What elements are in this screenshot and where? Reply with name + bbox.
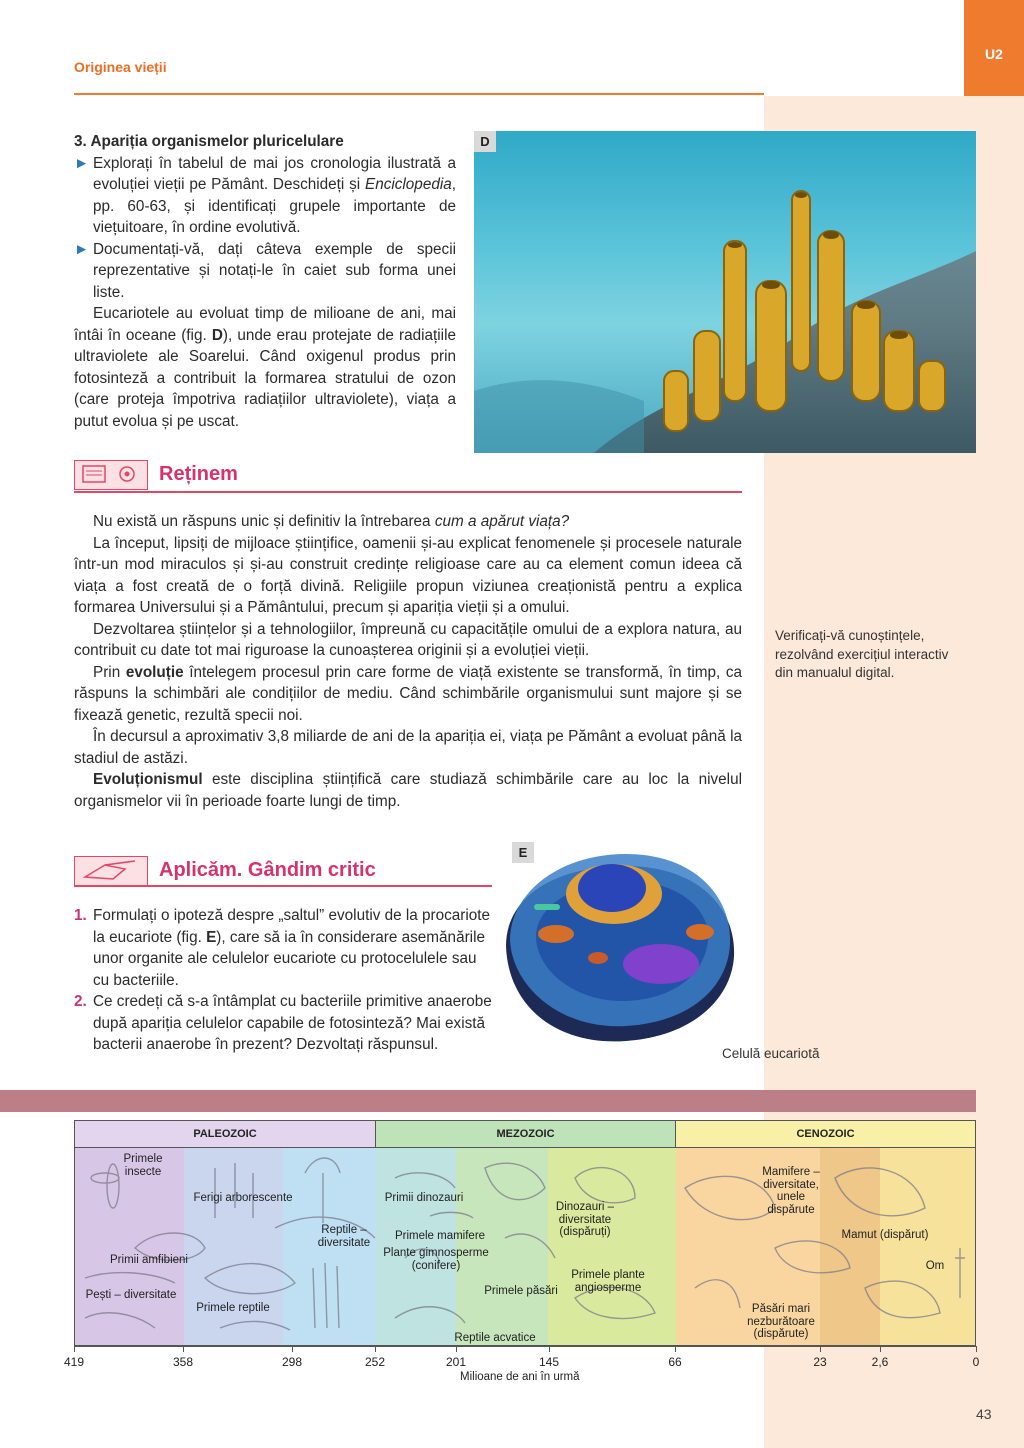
section-3-text <box>74 131 456 432</box>
evolution-timeline <box>74 1120 976 1346</box>
label-plante-gimnosperme: Plante gimnosperme (conifere) <box>383 1247 489 1272</box>
paragraph-text: este disciplina științifică care studiază schimbările care au loc la nivelul organismelor vii în perioade foarte lungi de timp. <box>74 771 742 810</box>
label-ferigi: Ferigi arborescente <box>193 1192 293 1204</box>
enciclopedia-ref: Enciclopedia <box>365 176 452 193</box>
page-number: 43 <box>976 1406 992 1422</box>
era-paleozoic: PALEOZOIC <box>75 1121 376 1148</box>
axis-tick-label: 66 <box>668 1355 682 1369</box>
coral-photo <box>474 131 976 453</box>
cell-illustration <box>496 836 742 1056</box>
retinem-heading: Reținem <box>159 463 238 485</box>
label-pesti-diversitate: Pești – diversitate <box>85 1289 177 1301</box>
question-text: Formulați o ipoteză despre „saltul” evolutiv de la procariote la eucariote (fig. <box>93 907 491 946</box>
cell-caption: Celulă eucariotă <box>722 1046 820 1061</box>
paragraph-text: Nu există un răspuns unic și definitiv la întrebarea <box>93 513 435 530</box>
label-primele-angiosperme: Primele plante angiosperme <box>571 1269 645 1294</box>
section-3-heading: 3. Apariția organismelor pluricelulare <box>74 133 344 150</box>
retinem-p2: La început, lipsiți de mijloace științifice, oamenii și-au explicat fenomenele și procesele naturale într-un mod miraculos și și-au construit credințe religioase care au ca element comun ideea că viața a fost creată de o forță divină. Religiile propun viziunea creaționistă pentru a explica formarea Universului și a Pământului, precum și apariția vieții și a omului. <box>74 534 742 616</box>
axis-tick-label: 145 <box>538 1355 560 1369</box>
label-primele-reptile: Primele reptile <box>196 1302 270 1314</box>
label-reptile-acvatice: Reptile acvatice <box>454 1332 536 1344</box>
term-evolutionism: Evoluționismul <box>93 771 203 788</box>
label-primele-insecte: Primele insecte <box>123 1153 163 1178</box>
fig-ref-d: D <box>211 326 223 344</box>
retinem-rule <box>74 491 742 493</box>
question-number: 2. <box>74 993 87 1010</box>
axis-tick-label: 201 <box>445 1355 467 1369</box>
axis-tick <box>456 1346 457 1352</box>
axis-tick <box>375 1346 376 1352</box>
axis-label: Milioane de ani în urmă <box>460 1371 580 1383</box>
side-note: Verificați-vă cunoștințele, rezolvând exercițiul interactiv din manualul digital. <box>775 628 949 680</box>
figure-d-label: D <box>474 131 496 152</box>
paragraph-text: Prin <box>93 663 126 681</box>
axis-tick-label: 23 <box>813 1355 827 1369</box>
axis-tick <box>976 1346 977 1352</box>
coral-illustration <box>474 131 976 453</box>
organism-silhouettes <box>75 1148 975 1345</box>
label-reptile-diversitate: Reptile – diversitate <box>317 1224 371 1249</box>
paragraph-text: întelegem procesul prin care forme de viață existente se transformă, în timp, ca răspuns la schimbări ale condițiilor de mediu. Când schimbările organismului sunt majore și se fixează genetic, rezultă specii noi. <box>74 663 742 724</box>
question-text: ), care să ia în considerare asemănările unor organite ale celulelor eucariote cu protocelulele sau cu bacteriile. <box>93 928 485 989</box>
axis-tick-label: 2,6 <box>871 1355 889 1369</box>
time-axis <box>74 1346 976 1347</box>
bullet-document <box>74 239 456 304</box>
axis-tick <box>183 1346 184 1352</box>
paragraph-text: ), unde erau protejate de radiațiile ultraviolete ale Soarelui. Când oxigenul produs prin fotosinteză a contribuit la formarea stratului de ozon (care proteja împotriva radiațiilor ultraviolete), viața a putut evolua și pe uscat. <box>74 326 456 430</box>
axis-tick-label: 419 <box>63 1355 85 1369</box>
axis-tick <box>675 1346 676 1352</box>
axis-tick <box>292 1346 293 1352</box>
label-pasari-mari: Păsări mari nezburătoare (dispărute) <box>747 1303 815 1340</box>
retinem-p4 <box>74 662 742 727</box>
label-mamut: Mamut (dispărut) <box>841 1229 929 1241</box>
axis-tick-label: 0 <box>972 1355 980 1369</box>
bullet-text: Explorați în tabelul de mai jos cronologia ilustrată a evoluției vieții pe Pământ. Deschideți și <box>93 154 456 193</box>
retinem-p5: În decursul a aproximativ 3,8 miliarde de ani de la apariția ei, viața pe Pământ a evoluat până la stadiul de astăzi. <box>74 728 742 767</box>
axis-tick <box>74 1346 75 1352</box>
label-primii-amfibieni: Primii amfibieni <box>110 1254 188 1266</box>
retinem-p1 <box>74 511 742 533</box>
question-2 <box>74 991 494 1056</box>
question-number: 1. <box>74 907 87 924</box>
hand-writing-icon <box>74 856 148 886</box>
label-primele-pasari: Primele păsări <box>484 1285 558 1297</box>
figure-e-label: E <box>512 842 534 863</box>
notebook-icon <box>74 460 148 490</box>
axis-tick-label: 252 <box>364 1355 386 1369</box>
aplicam-rule <box>74 885 492 887</box>
aplicam-heading: Aplicăm. Gândim critic <box>159 859 376 881</box>
label-om: Om <box>925 1260 945 1272</box>
arrow-icon: ► <box>74 154 90 172</box>
bullet-text: , pp. 60-63, și identificați grupele importante de viețuitoare, în ordine evolutivă. <box>93 176 456 236</box>
retinem-p6 <box>74 769 742 812</box>
label-primii-dinozauri: Primii dinozauri <box>384 1192 464 1204</box>
era-mezozoic: MEZOZOIC <box>376 1121 676 1148</box>
retinem-p3: Dezvoltarea științelor și a tehnologiilor, împreună cu capacitățile omului de a explora natura, au contribuit cu date tot mai riguroase la cunoașterea originii și a evoluției vieții. <box>74 620 742 659</box>
arrow-icon: ► <box>74 240 90 258</box>
axis-tick-label: 298 <box>281 1355 303 1369</box>
question-list <box>74 905 494 1056</box>
fig-ref-e: E <box>206 928 217 946</box>
chapter-title: Originea vieții <box>74 59 167 75</box>
label-dinozauri-diversitate: Dinozauri – diversitate (dispăruți) <box>555 1201 615 1238</box>
eukaryotic-cell-figure <box>496 836 742 1056</box>
bullet-text: Documentați-vă, dați câteva exemple de specii reprezentative și notați-le în caiet sub forma unei liste. <box>93 240 456 301</box>
bullet-explore <box>74 153 456 239</box>
unit-tab: U2 <box>964 0 1024 96</box>
term-evolutie: evoluție <box>125 663 184 681</box>
axis-tick-label: 358 <box>172 1355 194 1369</box>
decorative-band <box>0 1090 976 1112</box>
axis-tick <box>549 1346 550 1352</box>
label-primele-mamifere: Primele mamifere <box>394 1230 486 1242</box>
header-divider <box>74 93 764 95</box>
question-1 <box>74 905 494 991</box>
axis-tick <box>820 1346 821 1352</box>
axis-tick <box>880 1346 881 1352</box>
label-mamifere-diversitate: Mamifere – diversitate, unele dispărute <box>762 1166 820 1216</box>
eukaryote-paragraph <box>74 303 456 432</box>
retinem-text <box>74 511 742 812</box>
question-text: cum a apărut viața? <box>434 513 570 530</box>
era-cenozoic: CENOZOIC <box>676 1121 975 1148</box>
paragraph-text: Eucariotele au evoluat timp de milioane de ani, mai întâi în oceane (fig. <box>74 305 456 344</box>
question-text: Ce credeți că s-a întâmplat cu bacteriile primitive anaerobe după apariția celulelor capabile de fotosinteză? Mai există bacterii anaerobe în prezent? Dezvoltați răspunsul. <box>93 993 492 1053</box>
